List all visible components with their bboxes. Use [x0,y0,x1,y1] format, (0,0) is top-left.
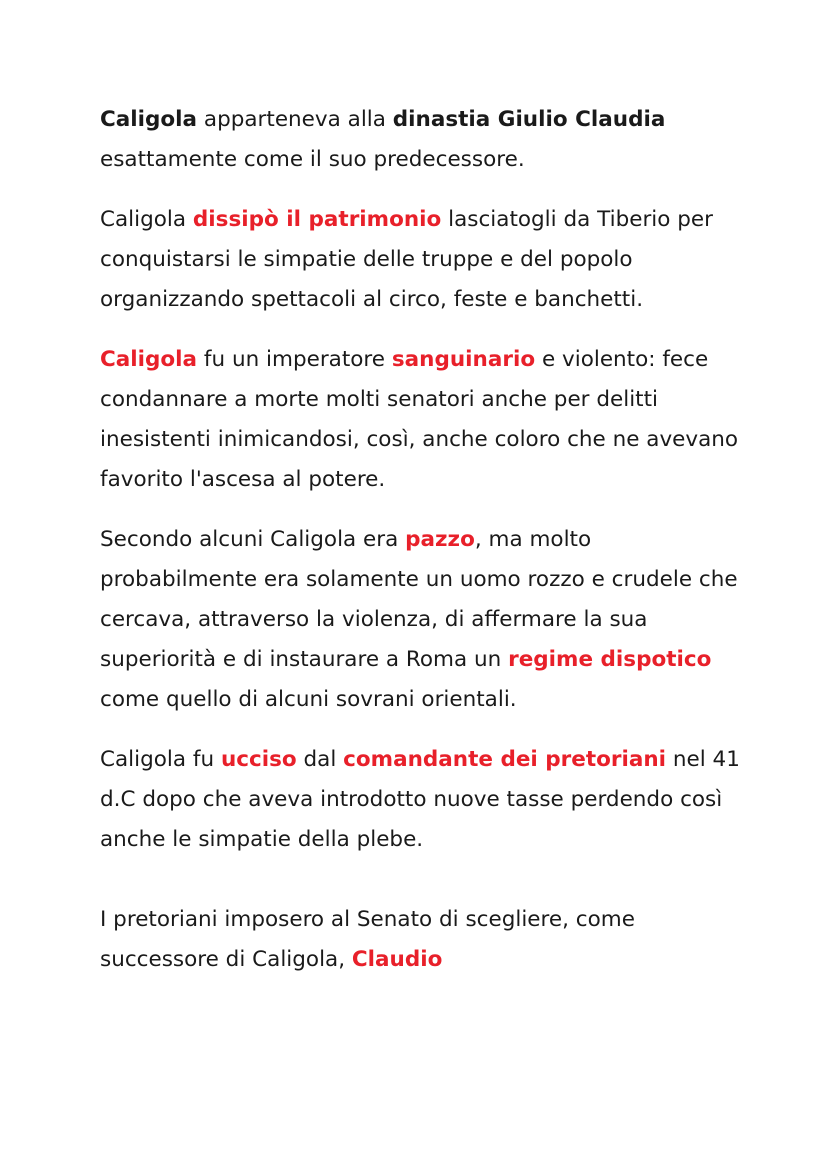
text-segment: e violento: fece condannare a morte molti senatori anche per delitti inesistenti inimicandosi, così, anche coloro che ne avevano favorito l'ascesa al potere. [100,347,739,492]
text-segment: Secondo alcuni Caligola era [100,527,406,552]
text-segment: apparteneva alla [197,107,393,132]
highlighted-term: regime dispotico [508,647,712,672]
document-page [100,100,740,1000]
text-segment: fu un imperatore [197,347,392,372]
text-segment: nel 41 d.C dopo che aveva introdotto nuove tasse perdendo così anche le simpatie della plebe. [100,747,740,852]
text-segment: dinastia Giulio Claudia [392,107,666,132]
highlighted-term: sanguinario [391,347,536,372]
highlighted-term: Caligola [100,347,198,372]
highlighted-term: pazzo [405,527,475,552]
text-segment: lasciatogli da Tiberio per conquistarsi le simpatie delle truppe e del popolo organizzando spettacoli al circo, feste e banchetti. [100,207,713,312]
text-segment: dal [296,747,344,772]
paragraph-pazzo [100,520,740,720]
highlighted-term: dissipò il patrimonio [192,207,442,232]
highlighted-term: Claudio [351,947,443,972]
highlighted-term: comandante dei pretoriani [343,747,667,772]
text-segment: come quello di alcuni sovrani orientali. [100,687,517,712]
text-segment: Caligola fu [100,747,221,772]
paragraph-sanguinario [100,340,740,500]
paragraph-dinastia [100,100,740,180]
text-segment: I pretoriani imposero al Senato di scegliere, come successore di Caligola, [100,907,635,972]
paragraph-patrimonio [100,200,740,320]
highlighted-term: ucciso [220,747,297,772]
paragraph-successore [100,900,740,980]
text-segment: esattamente come il suo predecessore. [100,147,525,172]
paragraph-ucciso [100,740,740,860]
text-segment: Caligola [100,207,193,232]
text-segment: Caligola [100,107,198,132]
text-segment: , ma molto probabilmente era solamente un uomo rozzo e crudele che cercava, attraverso la violenza, di affermare la sua superiorità e di instaurare a Roma un [100,527,738,672]
